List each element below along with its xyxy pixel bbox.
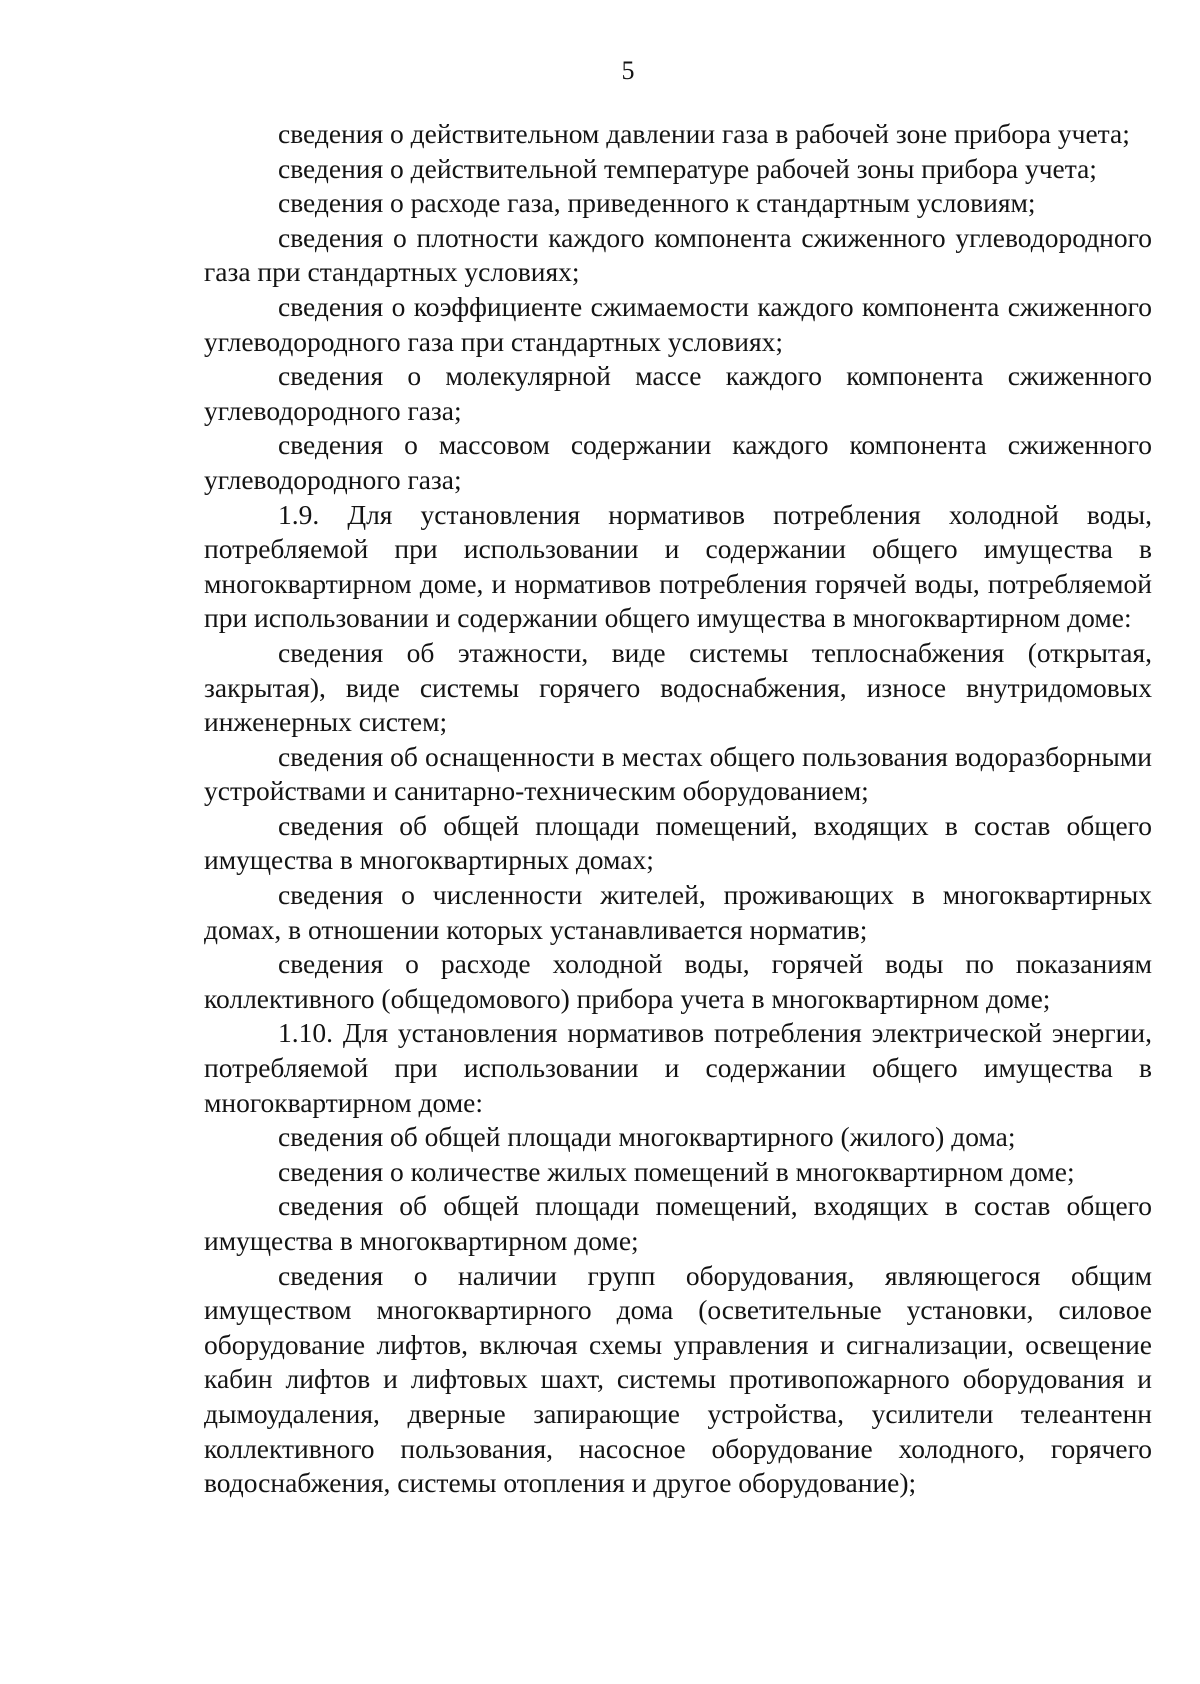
paragraph: сведения о численности жителей, проживающих в многоквартирных домах, в отношении которых устанавливается норматив; [204, 879, 1152, 945]
page-number: 5 [621, 56, 635, 85]
paragraph: сведения о наличии групп оборудования, являющегося общим имуществом многоквартирного дома (осветительные установки, силовое оборудование лифтов, включая схемы управления и сигнализации, освещение кабин лифтов и лифтовых шахт, системы противопожарного оборудования и дымоудаления, дверные запирающие устройства, усилители телеантенн коллективного пользования, насосное оборудование холодного, горячего водоснабжения, системы отопления и другое оборудование); [204, 1259, 1152, 1499]
paragraph: сведения о молекулярной массе каждого компонента сжиженного углеводородного газа; [204, 360, 1152, 426]
paragraph: сведения о расходе газа, приведенного к стандартным условиям; [278, 187, 1036, 219]
paragraph: сведения об общей площади помещений, входящих в состав общего имущества в многоквартирном доме; [204, 1190, 1152, 1256]
paragraph: сведения об этажности, виде системы теплоснабжения (открытая, закрытая), виде системы горячего водоснабжения, износе внутридомовых инженерных систем; [204, 636, 1152, 738]
paragraph: сведения о действительном давлении газа в рабочей зоне прибора учета; [278, 118, 1130, 149]
paragraph: сведения об оснащенности в местах общего пользования водоразборными устройствами и санитарно-техническим оборудованием; [204, 740, 1152, 807]
paragraph: 1.10. Для установления нормативов потребления электрической энергии, потребляемой при использовании и содержании общего имущества в многоквартирном доме: [204, 1017, 1152, 1118]
paragraph: 1.9. Для установления нормативов потребления холодной воды, потребляемой при использовании и содержании общего имущества в многоквартирном доме, и нормативов потребления горячей воды, потребляемой при использовании и содержании общего имущества в многоквартирном доме: [204, 498, 1152, 634]
document-body [204, 117, 1152, 1501]
paragraph: сведения об общей площади помещений, входящих в состав общего имущества в многоквартирных домах; [204, 809, 1152, 876]
paragraph: сведения о расходе холодной воды, горячей воды по показаниям коллективного (общедомового) прибора учета в многоквартирном доме; [204, 948, 1152, 1014]
paragraph: сведения об общей площади многоквартирного (жилого) дома; [278, 1121, 1016, 1153]
paragraph: сведения о количестве жилых помещений в многоквартирном доме; [278, 1155, 1075, 1187]
paragraph: сведения о действительной температуре рабочей зоны прибора учета; [278, 152, 1097, 184]
paragraph: сведения о плотности каждого компонента сжиженного углеводородного газа при стандартных условиях; [204, 221, 1152, 288]
paragraph: сведения о коэффициенте сжимаемости каждого компонента сжиженного углеводородного газа при стандартных условиях; [204, 290, 1152, 357]
paragraph: сведения о массовом содержании каждого компонента сжиженного углеводородного газа; [204, 429, 1152, 495]
